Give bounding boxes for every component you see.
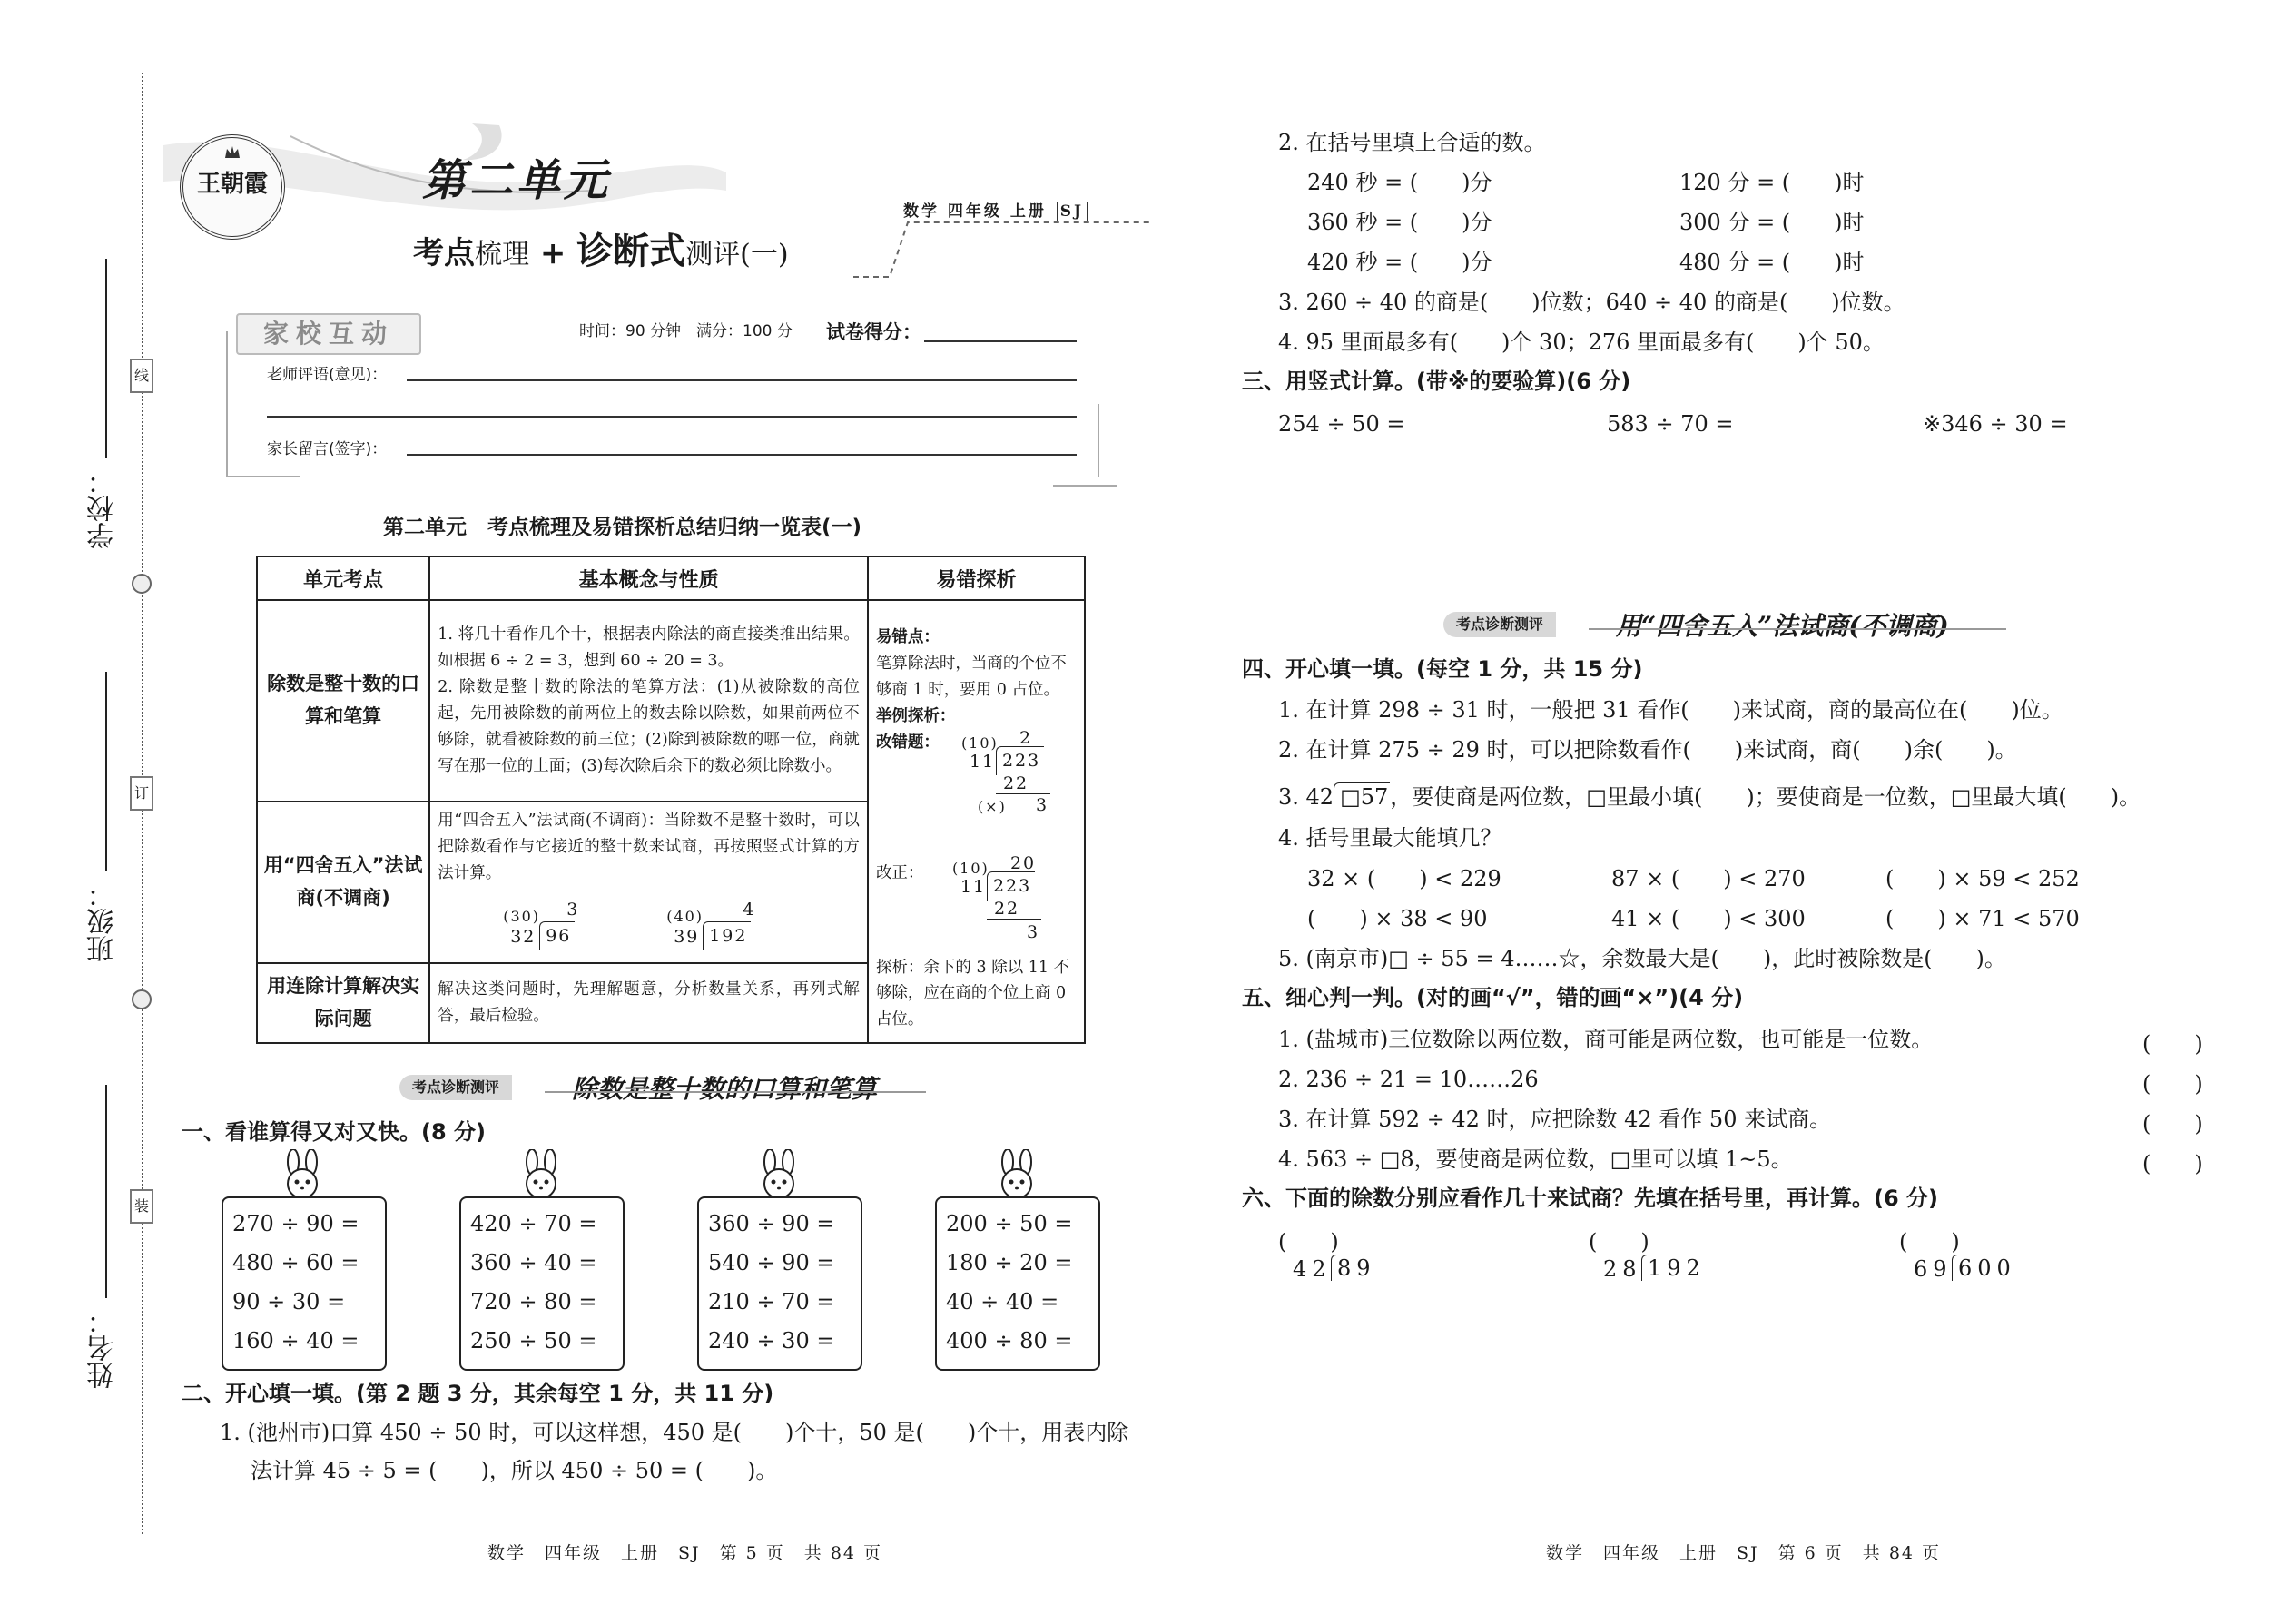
calc-item[interactable]: ※346 ÷ 30 =: [1923, 411, 2068, 437]
judge-answer-slot[interactable]: ( ): [2142, 1031, 2203, 1057]
quotient: 2: [1019, 727, 1033, 748]
pitfall-cell: [868, 600, 1085, 1043]
subtitle-part: 考点: [413, 235, 475, 271]
calc-item[interactable]: 90 ÷ 30 =: [232, 1289, 346, 1314]
fill-item[interactable]: ( ) × 38 < 90: [1307, 906, 1488, 931]
calc-card: [697, 1196, 862, 1371]
calc-item[interactable]: 270 ÷ 90 =: [232, 1211, 359, 1236]
bunny-icon: [277, 1149, 328, 1200]
subtitle-plus: +: [539, 235, 566, 271]
calc-card: [459, 1196, 625, 1371]
divisor: 11: [960, 876, 987, 897]
binding-hole: [132, 989, 152, 1009]
home-school-badge: 家校互动: [236, 313, 421, 355]
wrong-example: [875, 727, 1077, 839]
binding-tag: 线: [130, 359, 153, 393]
trial-divisor: (10): [960, 733, 999, 752]
fill-item[interactable]: 120 分 = ( )时: [1679, 170, 1865, 195]
fill-item[interactable]: 41 × ( ) < 300: [1611, 906, 1806, 931]
question-text[interactable]: 5. (南京市)□ ÷ 55 = 4……☆，余数最大是( )，此时被除数是( )。: [1278, 946, 2006, 971]
judge-answer-slot[interactable]: ( ): [2142, 1111, 2203, 1137]
judge-item: 3. 在计算 592 ÷ 42 时，应把除数 42 看作 50 来试商。: [1278, 1107, 1832, 1132]
school-label: 学校：: [87, 468, 119, 549]
banner-title: 用“四舍五入”法试商(不调商): [1616, 611, 1949, 641]
concept-cell: [429, 600, 868, 802]
topic-cell: 用“四舍五入”法试商(不调商): [257, 802, 429, 963]
page-footer: 数学 四年级 上册 SJ 第 5 页 共 84 页: [487, 1543, 883, 1563]
calc-item[interactable]: 720 ÷ 80 =: [470, 1289, 597, 1314]
calc-item[interactable]: 360 ÷ 90 =: [708, 1211, 835, 1236]
trial-divisor: (40): [666, 907, 704, 925]
judge-answer-slot[interactable]: ( ): [2142, 1071, 2203, 1097]
dividend: 223: [987, 871, 1035, 901]
fill-item[interactable]: ( ) × 71 < 570: [1885, 906, 2080, 931]
calc-item[interactable]: 180 ÷ 20 =: [946, 1250, 1073, 1275]
judge-answer-slot[interactable]: ( ): [2142, 1151, 2203, 1176]
calc-item[interactable]: 210 ÷ 70 =: [708, 1289, 835, 1314]
question-text[interactable]: 1. 在计算 298 ÷ 31 时，一般把 31 看作( )来试商，商的最高位在( )位。: [1278, 697, 2063, 723]
brand-logo: [180, 134, 285, 240]
remainder: 3: [1035, 794, 1049, 815]
quotient: 4: [743, 899, 756, 920]
concept-cell: [429, 802, 868, 963]
question-text[interactable]: 法计算 45 ÷ 5 = ( )，所以 450 ÷ 50 = ( )。: [251, 1458, 778, 1483]
calc-item[interactable]: 250 ÷ 50 =: [470, 1328, 597, 1353]
concept-cell: 解决这类问题时，先理解题意，分析数量关系，再列式解答，最后检验。: [429, 963, 868, 1043]
wrong-mark: (×): [977, 797, 1007, 815]
section-6-title: 六、下面的除数分别应看作几十来试商？先填在括号里，再计算。(6 分): [1242, 1186, 1938, 1211]
subtrahend: 22: [993, 898, 1020, 919]
calc-item[interactable]: 40 ÷ 40 =: [946, 1289, 1059, 1314]
question-text[interactable]: 1. (池州市)口算 450 ÷ 50 时，可以这样想，450 是( )个十，50 是( )个十，用表内除: [220, 1420, 1129, 1445]
topic-cell: 用连除计算解决实际问题: [257, 963, 429, 1043]
fill-item[interactable]: 480 分 = ( )时: [1679, 250, 1865, 275]
score-fill-line[interactable]: [924, 340, 1077, 342]
calc-item[interactable]: 160 ÷ 40 =: [232, 1328, 359, 1353]
binding-tag: 装: [130, 1189, 153, 1224]
parent-note-label: 家长留言(签字)：: [267, 440, 388, 458]
pitfall-label: 举例探析：: [875, 706, 956, 725]
banner-arrow: [1589, 628, 2006, 630]
calc-item[interactable]: 583 ÷ 70 =: [1607, 411, 1734, 437]
section-banner: [1443, 606, 2015, 643]
trial-answer-slot[interactable]: ( ): [1589, 1229, 1649, 1255]
question-text: 2. 在括号里填上合适的数。: [1278, 130, 1546, 155]
fill-item[interactable]: 240 秒 = ( )分: [1307, 170, 1492, 195]
concept-text: 用“四舍五入”法试商(不调商)：当除数不是整十数时，可以把除数看作与它接近的整十数来试商，再按照竖式计算的方法计算。: [438, 812, 860, 882]
calc-item[interactable]: 540 ÷ 90 =: [708, 1250, 835, 1275]
question-tail: ，要使商是两位数，□里最小填( )；要使商是一位数，□里最大填( )。: [1390, 784, 2141, 810]
question-text[interactable]: 2. 在计算 275 ÷ 29 时，可以把除数看作( )来试商，商( )余( )。: [1278, 737, 2017, 763]
parent-note-line[interactable]: [407, 454, 1077, 456]
page-footer: 数学 四年级 上册 SJ 第 6 页 共 84 页: [1546, 1543, 1942, 1563]
concept-text: 1. 将几十看作几个十，根据表内除法的商直接类推出结果。如根据 6 ÷ 2 = 3，想到 60 ÷ 20 = 3。: [438, 625, 860, 671]
subtitle-dashed-decoration: [853, 213, 1162, 286]
table-header-row: [257, 556, 1085, 600]
question-text: 4. 括号里最大能填几？: [1278, 825, 1502, 851]
fill-item[interactable]: 87 × ( ) < 270: [1611, 866, 1806, 891]
calc-item[interactable]: 420 ÷ 70 =: [470, 1211, 597, 1236]
fill-item[interactable]: 32 × ( ) < 229: [1307, 866, 1501, 891]
trial-answer-slot[interactable]: ( ): [1899, 1229, 1960, 1255]
judge-item: 2. 236 ÷ 21 = 10……26: [1278, 1067, 1539, 1092]
fill-item[interactable]: ( ) × 59 < 252: [1885, 866, 2080, 891]
question-text[interactable]: 4. 95 里面最多有( )个 30；276 里面最多有( )个 50。: [1278, 330, 1885, 355]
divisor: 39: [674, 926, 700, 947]
column-header: 单元考点: [257, 556, 429, 600]
teacher-comment-label: 老师评语(意见)：: [267, 366, 388, 384]
trial-divisor: (10): [951, 859, 989, 877]
name-fill-line[interactable]: [105, 1085, 107, 1298]
dividend: 600: [1952, 1255, 2043, 1281]
pitfall-text: 笔算除法时，当商的个位不够商 1 时，要用 0 占位。: [875, 654, 1067, 699]
banner-title: 除数是整十数的口算和笔算: [572, 1074, 878, 1104]
bunny-icon: [991, 1149, 1042, 1200]
concept-examples: [438, 892, 860, 947]
calc-card: [222, 1196, 387, 1371]
table-row: [257, 600, 1085, 802]
binding-tag: 订: [130, 776, 153, 811]
banner-arrow: [545, 1091, 926, 1093]
dividend: 96: [539, 921, 575, 950]
remainder: 3: [1026, 921, 1040, 942]
dividend: 223: [996, 746, 1044, 775]
calc-item[interactable]: 200 ÷ 50 =: [946, 1211, 1073, 1236]
judge-item: 1. (盐城市)三位数除以两位数，商可能是两位数，也可能是一位数。: [1278, 1027, 1934, 1052]
divisor: 3. 42: [1278, 784, 1334, 810]
trial-answer-slot[interactable]: ( ): [1278, 1229, 1339, 1255]
class-fill-line[interactable]: [105, 672, 107, 871]
teacher-comment-line[interactable]: [407, 379, 1077, 381]
pitfall-label: 易错点：: [875, 628, 940, 646]
section-3-title: 三、用竖式计算。(带※的要验算)(6 分): [1242, 369, 1631, 394]
dividend-box[interactable]: □57: [1334, 782, 1390, 811]
subtitle-part: 测评(一): [685, 239, 789, 271]
summary-title: 第二单元 考点梳理及易错探析总结归纳一览表(一): [383, 516, 862, 539]
crown-icon: [223, 143, 241, 162]
section-banner: [399, 1069, 935, 1106]
test-subtitle: [413, 222, 789, 274]
subtitle-part: 梳理: [475, 239, 529, 271]
teacher-comment-line[interactable]: [267, 416, 1077, 418]
subtitle-part: 诊断式: [576, 230, 686, 272]
score-label: 试卷得分：: [826, 321, 921, 343]
quotient: 20: [1009, 852, 1037, 873]
divisor: 11: [969, 751, 996, 772]
subject-strip-text: 数学 四年级 上册: [903, 202, 1047, 221]
class-label: 班级：: [87, 881, 119, 962]
bunny-icon: [516, 1149, 566, 1200]
school-fill-line[interactable]: [105, 259, 107, 458]
time-info: 时间：90 分钟 满分：100 分: [579, 322, 793, 340]
calc-item[interactable]: 400 ÷ 80 =: [946, 1328, 1073, 1353]
divisor: 42: [1293, 1256, 1332, 1282]
section-5-title: 五、细心判一判。(对的画“√”，错的画“×”)(4 分): [1242, 985, 1744, 1010]
topic-cell: 除数是整十数的口算和笔算: [257, 600, 429, 802]
divisor: 28: [1603, 1256, 1642, 1282]
concept-text: 2. 除数是整十数的除法的笔算方法：(1)从被除数的高位起，先用被除数的前两位上的数去除以除数，如果前两位不够除，就看被除数的前三位；(2)除到被除数的哪一位，商就写在那一位的上面；(3)每次除后余下的数必须比除数小。: [438, 678, 860, 775]
calc-item[interactable]: 360 ÷ 40 =: [470, 1250, 597, 1275]
binding-hole: [132, 574, 152, 594]
calc-item[interactable]: 240 ÷ 30 =: [708, 1328, 835, 1353]
question-text[interactable]: 3. 260 ÷ 40 的商是( )位数；640 ÷ 40 的商是( )位数。: [1278, 290, 1905, 315]
fill-item[interactable]: 360 秒 = ( )分: [1307, 210, 1492, 235]
unit-title: 第二单元: [422, 155, 612, 206]
question-text[interactable]: [1278, 782, 2141, 811]
section-4-title: 四、开心填一填。(每空 1 分，共 15 分): [1242, 656, 1643, 682]
summary-table: [256, 556, 1086, 1044]
wrong-label: 改错题：: [875, 733, 940, 752]
fix-label: 改正：: [875, 863, 924, 882]
banner-tag: 考点诊断测评: [1443, 612, 1556, 637]
name-label: 姓名：: [87, 1307, 119, 1389]
fill-item[interactable]: 420 秒 = ( )分: [1307, 250, 1492, 275]
subtrahend: 22: [1002, 773, 1029, 793]
pitfall-analysis: 探析：余下的 3 除以 11 不够除，应在商的个位上商 0 占位。: [875, 958, 1070, 1029]
dividend: 192: [1641, 1255, 1733, 1281]
fixed-example: [876, 839, 1077, 955]
subject-strip: [903, 198, 1088, 221]
section-1-title: 一、看谁算得又对又快。(8 分): [182, 1119, 486, 1145]
banner-tag: 考点诊断测评: [399, 1075, 512, 1100]
divisor: 32: [510, 926, 537, 947]
column-header: 易错探析: [868, 556, 1085, 600]
calc-item[interactable]: 480 ÷ 60 =: [232, 1250, 359, 1275]
divisor: 69: [1914, 1256, 1953, 1282]
calc-item[interactable]: 254 ÷ 50 =: [1278, 411, 1405, 437]
calc-card: [935, 1196, 1100, 1371]
edition-badge: SJ: [1057, 202, 1088, 221]
section-2-title: 二、开心填一填。(第 2 题 3 分，其余每空 1 分，共 11 分): [182, 1381, 774, 1406]
judge-item: 4. 563 ÷ □8，要使商是两位数，□里可以填 1~5。: [1278, 1147, 1793, 1172]
dividend: 89: [1331, 1255, 1404, 1281]
trial-divisor: (30): [503, 907, 541, 925]
quotient: 3: [566, 899, 580, 920]
bunny-icon: [753, 1149, 804, 1200]
brand-logo-text: 王朝霞: [196, 171, 268, 198]
dividend: 192: [703, 921, 751, 950]
column-header: 基本概念与性质: [429, 556, 868, 600]
fill-item[interactable]: 300 分 = ( )时: [1679, 210, 1865, 235]
